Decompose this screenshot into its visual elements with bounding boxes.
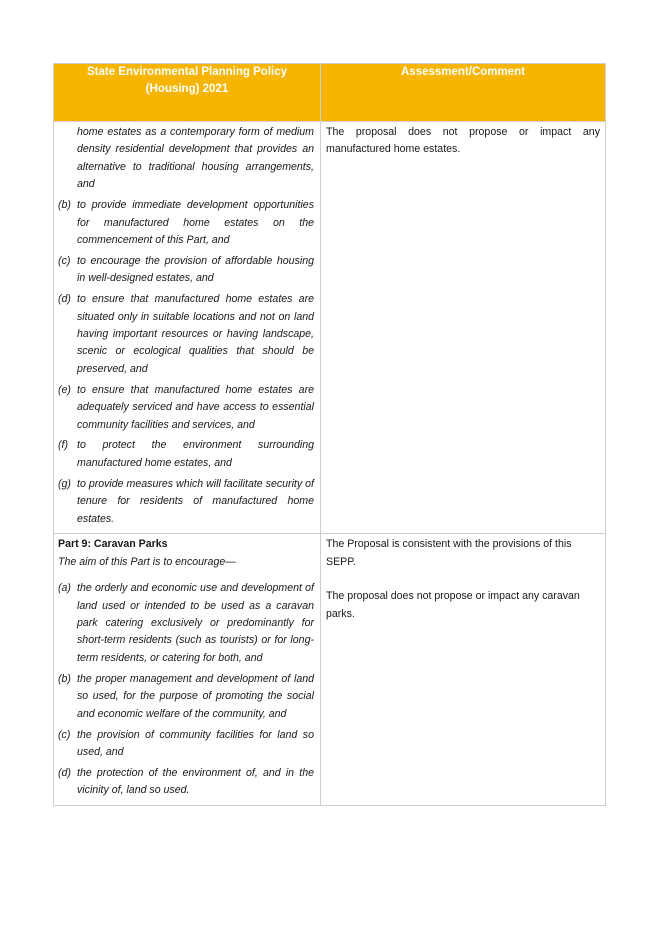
list-item-label: (a) bbox=[58, 582, 71, 595]
table-header-row bbox=[54, 64, 606, 122]
list-item bbox=[58, 671, 314, 723]
list-item-label: (c) bbox=[58, 254, 71, 267]
list-item bbox=[58, 580, 314, 667]
comment-cell bbox=[321, 122, 606, 534]
list-item bbox=[58, 765, 314, 800]
list-item-text: the proper management and development of land so used, for the purpose of promoting the social and economic welfare of the community, and bbox=[77, 672, 314, 720]
list-item-label: (b) bbox=[58, 672, 71, 685]
part-aim: The aim of this Part is to encourage— bbox=[58, 555, 236, 568]
comment-text: The proposal does not propose or impact any caravan parks. bbox=[326, 590, 580, 620]
sepp-assessment-table bbox=[53, 63, 606, 806]
list-item-label: (d) bbox=[58, 766, 71, 779]
list-item-label: (d) bbox=[58, 293, 71, 306]
list-item-label: (f) bbox=[58, 439, 68, 452]
header-policy: State Environmental Planning Policy (Housing) 2021 bbox=[54, 64, 321, 122]
list-item-label: (b) bbox=[58, 199, 71, 212]
list-item-text: the provision of community facilities for land so used, and bbox=[77, 728, 314, 758]
list-item-label: (c) bbox=[58, 728, 71, 741]
list-item-text: to provide immediate development opportunities for manufactured home estates on the commencement of this Part, and bbox=[77, 199, 314, 246]
list-item bbox=[58, 291, 314, 378]
list-item-label: (g) bbox=[58, 477, 71, 490]
list-item-text: to ensure that manufactured home estates are adequately serviced and have access to essential community facilities and services, and bbox=[77, 383, 314, 431]
table-row bbox=[54, 122, 606, 534]
comment-text: The Proposal is consistent with the provisions of this SEPP. bbox=[326, 538, 572, 568]
list-item bbox=[58, 476, 314, 528]
list-item-label: (e) bbox=[58, 383, 71, 396]
list-item bbox=[58, 437, 314, 472]
paragraph-gap bbox=[326, 571, 600, 588]
table-row bbox=[54, 534, 606, 806]
continuation-text: home estates as a contemporary form of medium density residential development that provides an alternative to traditional housing arrangements, and bbox=[77, 126, 314, 191]
list-item-text: to provide measures which will facilitate security of tenure for residents of manufactured home estates. bbox=[77, 477, 314, 525]
list-item bbox=[58, 382, 314, 434]
policy-cell bbox=[54, 122, 321, 534]
list-item-text: to encourage the provision of affordable housing in well-designed estates, and bbox=[77, 254, 314, 285]
list-item bbox=[58, 197, 314, 249]
comment-cell bbox=[321, 534, 606, 806]
list-item-text: the protection of the environment of, and in the vicinity of, land so used. bbox=[77, 766, 314, 797]
part-title: Part 9: Caravan Parks bbox=[58, 538, 168, 551]
list-item bbox=[58, 253, 314, 288]
list-item-text: to ensure that manufactured home estates are situated only in suitable locations and not on land having important resources or having landscape, scenic or ecological qualities that should be preserved, and bbox=[77, 293, 314, 375]
list-item bbox=[58, 727, 314, 762]
list-item-text: to protect the environment surrounding manufactured home estates, and bbox=[77, 439, 314, 469]
comment-text: The proposal does not propose or impact any manufactured home estates. bbox=[326, 126, 600, 156]
header-assessment: Assessment/Comment bbox=[321, 64, 606, 122]
policy-cell bbox=[54, 534, 321, 806]
list-item-text: the orderly and economic use and development of land used or intended to be used as a caravan park catering exclusively or predominantly for short-term residents (such as tourists) or for long-term residents, or catering for both, and bbox=[77, 582, 314, 664]
